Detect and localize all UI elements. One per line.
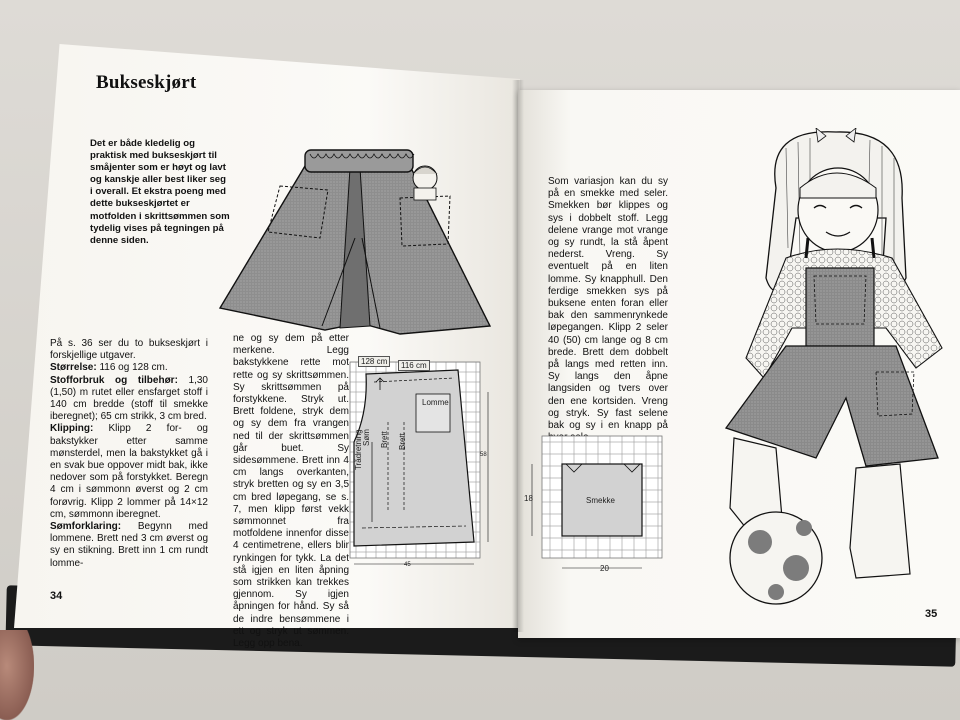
culottes-illustration	[210, 148, 500, 348]
cutting-text: Klipp 2 for- og bakstykker etter samme mønsterdel, men la bakstykket gå i en svak bue oppover midt bak, ikke nedover som på forstykket. Beregn 4 cm i sømmonn øverst og 2 cm forøvrig. Klipp 2 lommer på 14×12 cm, sømmonn iberegnet.	[50, 423, 208, 520]
sewing-text: Begynn med lommene. Brett ned 3 cm øverst og sy en stikning. Brett inn 1 cm rundt lomme-	[50, 521, 208, 569]
page-number-right: 35	[925, 608, 938, 620]
seam-label: Søm	[362, 429, 371, 446]
page-title: Bukseskjørt	[96, 72, 197, 93]
pattern-diagram	[346, 352, 496, 572]
bib-height: 18	[524, 494, 533, 503]
book-gutter	[512, 80, 524, 632]
text-column-3: Som variasjon kan du sy på en smekke med seler. Smekken bør klippes og sys i dobbelt stoff. Legg delene vrange mot vrange og sy rundt, la stå åpent nederst. Vreng. Sy eventuelt på en liten lomme. Sy knapphull. Den ferdige smekken sys på buksene enten foran eller bak den sammenrynkede løpegangen. Klipp 2 seler 40 (50) cm lange og 8 cm brede. Brett dem dobbelt på langs med retten inn. Sy langs den åpne langsiden og tvers over den ene kortsiden. Vreng og stryk. Sy fast selene bak og sy i en knapp på	[548, 176, 668, 432]
fold-label-2: Brett	[398, 433, 407, 450]
grain-label: Trådretning	[354, 429, 363, 470]
intro-text: Det er både kledelig og praktisk med bukseskjørt til småjenter som er høyt og lavt og kanskje aller best liker seg i overall. Et ekstra poeng med dette bukseskjørtet er motfolden i skrittsømmen som tydelig vises på tegningen på denne siden.	[90, 138, 230, 246]
size-label: Størrelse:	[50, 362, 97, 374]
hand	[0, 630, 34, 720]
fold-label-1: Brett	[380, 431, 389, 448]
pattern-width: 45	[404, 562, 411, 568]
bib-width: 20	[600, 564, 609, 573]
cutting-label: Klipping:	[50, 423, 94, 435]
pattern-dim-a: 128 cm	[358, 356, 390, 367]
text-column-2: ne og sy dem på etter merkene. Legg bakstykkene rette mot rette og sy skrittsømmen. Sy skrittsømmen på forstykkene. Stryk ut. Brett foldene, stryk dem og sy dem fra vrangen ned til der skrittsømmen går buet. Sy sidesømmene. Brett inn 4 cm langs overkanten, stryk bretten og sy en 3,5 cm bred løpegang, se s. 7, men klipp først vekk sømmonnet fra motfoldene innenfor disse 4 centimetrene, ellers blir rynkingen for tykk. La det stå igjen en liten åpning som strikken kan trekkes gjennom. Sy igjen åpningen for hånd. Sy så de indre bensømmene i ett og stryk ut sømmen. Legg opp bena.	[233, 333, 349, 650]
material-text: 1,30 (1,50) m rutet eller ensfarget stoff i 140 cm bredde (stoff til smekke iberegnet); 65 cm strikk, 3 cm bred.	[50, 374, 208, 423]
pocket-label: Lomme	[422, 398, 449, 407]
girl-illustration	[706, 128, 956, 608]
sewing-label: Sømforklaring:	[50, 521, 122, 533]
intro-paragraph: På s. 36 ser du to bukseskjørt i forskjellige utgaver.	[50, 338, 208, 362]
size-text: 116 og 128 cm.	[96, 362, 168, 374]
page-number-left: 34	[50, 590, 63, 602]
bib-label: Smekke	[586, 496, 615, 505]
text-column-1	[50, 338, 208, 570]
material-label: Stofforbruk og tilbehør:	[50, 374, 178, 386]
bib-pattern-diagram	[526, 430, 666, 580]
pattern-height: 58	[480, 452, 487, 458]
pattern-dim-b: 116 cm	[398, 360, 430, 371]
